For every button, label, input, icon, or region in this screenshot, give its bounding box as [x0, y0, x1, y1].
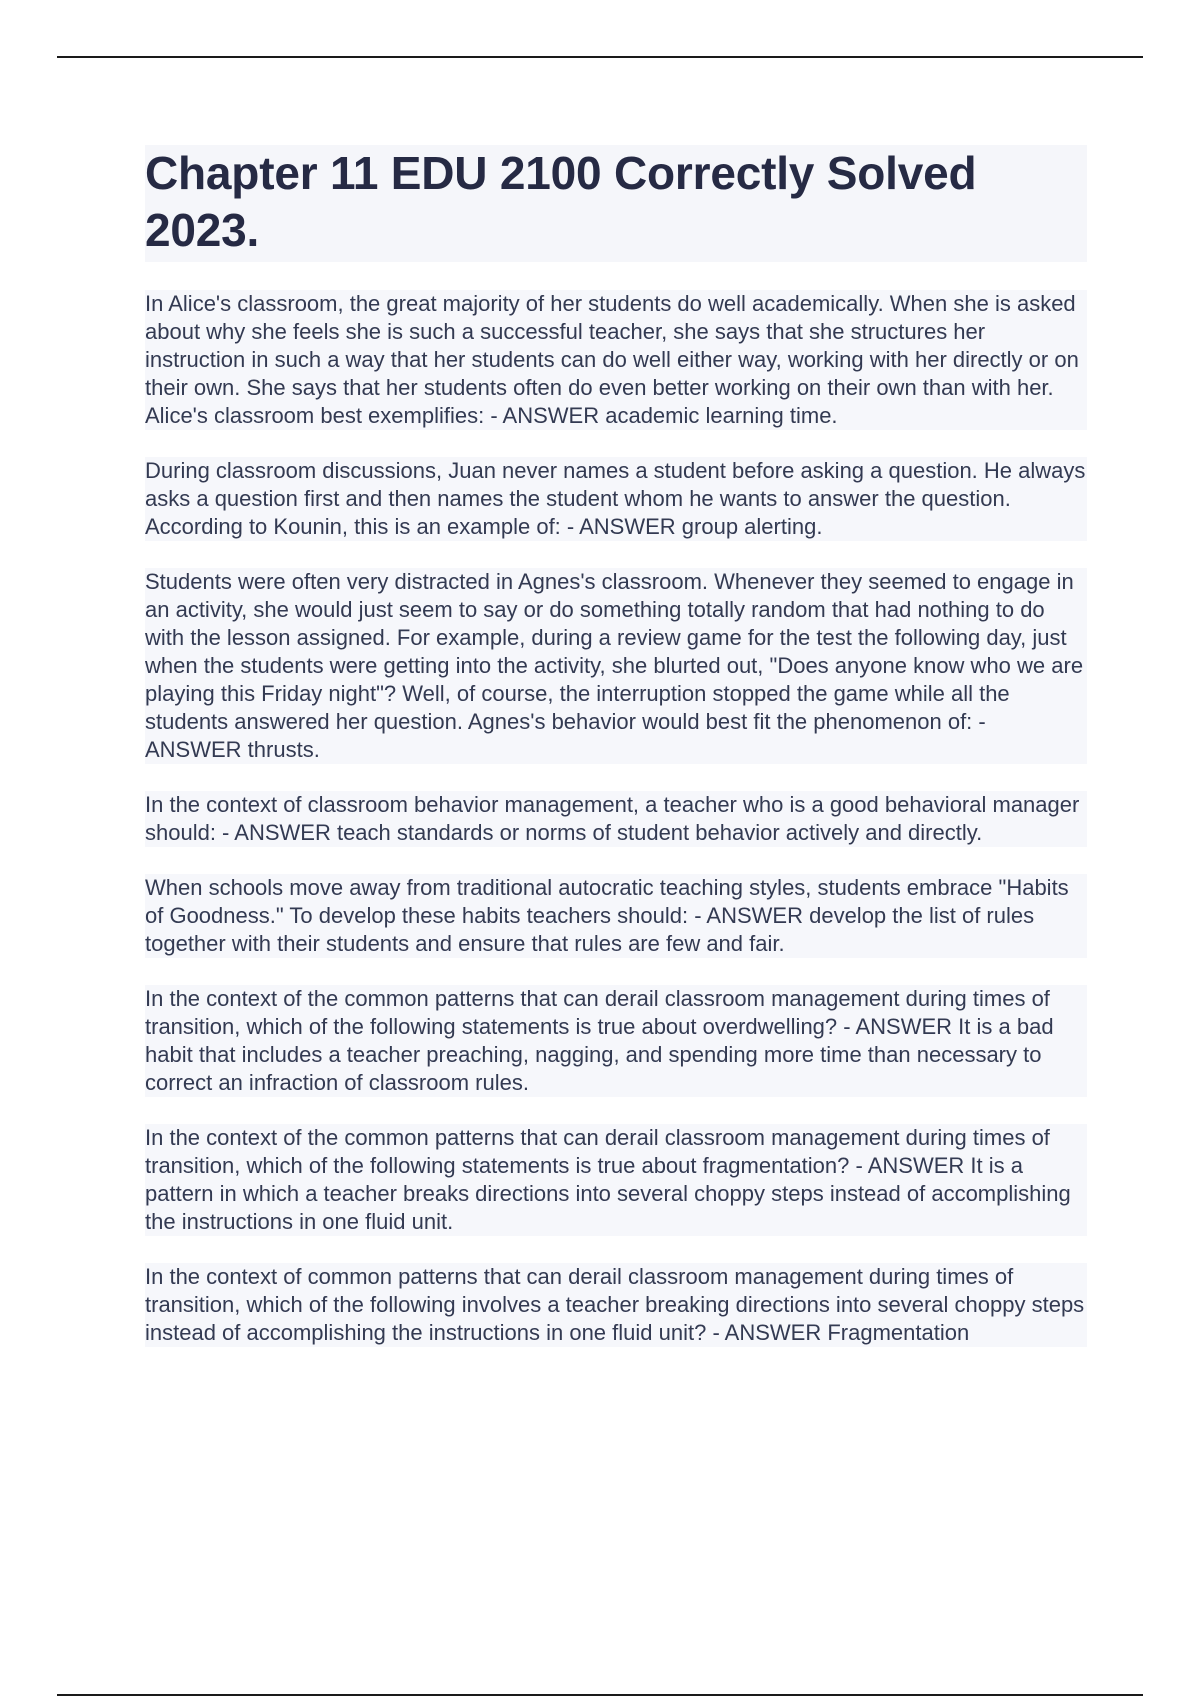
qa-paragraph-4: In the context of classroom behavior management, a teacher who is a good behavioral manager should: - ANSWER teach standards or norms of student behavior actively and directly. [145, 791, 1087, 847]
document-title: Chapter 11 EDU 2100 Correctly Solved 2023. [145, 145, 1087, 262]
qa-paragraph-1: In Alice's classroom, the great majority of her students do well academically. When she is asked about why she feels she is such a successful teacher, she says that she structures her instruction in such a way that her students can do well either way, working with her directly or on their own. She says that her students often do even better working on their own than with her. Alice's classroom best exemplifies: - ANSWER academic learning time. [145, 290, 1087, 430]
qa-paragraph-6: In the context of the common patterns that can derail classroom management during times of transition, which of the following statements is true about overdwelling? - ANSWER It is a bad habit that includes a teacher preaching, nagging, and spending more time than necessary to correct an infraction of classroom rules. [145, 985, 1087, 1097]
qa-paragraph-3: Students were often very distracted in Agnes's classroom. Whenever they seemed to engage in an activity, she would just seem to say or do something totally random that had nothing to do with the lesson assigned. For example, during a review game for the test the following day, just when the students were getting into the activity, she blurted out, "Does anyone know who we are playing this Friday night"? Well, of course, the interruption stopped the game while all the students answered her question. Agnes's behavior would best fit the phenomenon of: - ANSWER thrusts. [145, 568, 1087, 764]
document-body [145, 145, 1087, 1374]
qa-paragraph-5: When schools move away from traditional autocratic teaching styles, students embrace "Habits of Goodness." To develop these habits teachers should: - ANSWER develop the list of rules together with their students and ensure that rules are few and fair. [145, 874, 1087, 958]
top-rule [57, 56, 1143, 58]
qa-paragraph-7: In the context of the common patterns that can derail classroom management during times of transition, which of the following statements is true about fragmentation? - ANSWER It is a pattern in which a teacher breaks directions into several choppy steps instead of accomplishing the instructions in one fluid unit. [145, 1124, 1087, 1236]
qa-list [145, 290, 1087, 1347]
bottom-rule [57, 1694, 1143, 1696]
qa-paragraph-2: During classroom discussions, Juan never names a student before asking a question. He always asks a question first and then names the student whom he wants to answer the question. According to Kounin, this is an example of: - ANSWER group alerting. [145, 458, 1086, 539]
qa-paragraph-8: In the context of common patterns that can derail classroom management during times of transition, which of the following involves a teacher breaking directions into several choppy steps instead of accomplishing the instructions in one fluid unit? - ANSWER Fragmentation [145, 1263, 1087, 1347]
